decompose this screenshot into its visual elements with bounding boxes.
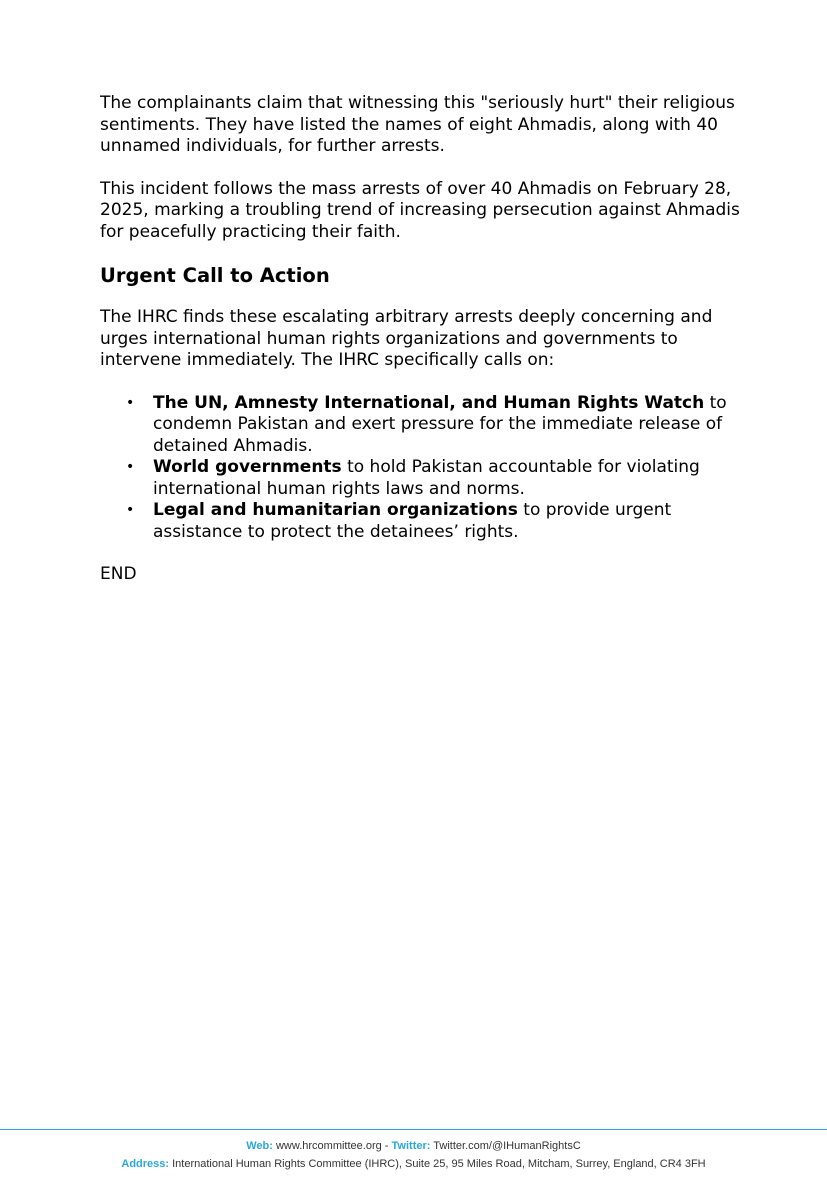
list-item	[126, 457, 760, 500]
action-subject: World governments	[153, 457, 342, 477]
document-body	[100, 93, 760, 586]
bullet-icon: •	[126, 502, 135, 518]
footer-divider	[0, 1129, 827, 1130]
twitter-label: Twitter:	[391, 1140, 431, 1152]
address-text: International Human Rights Committee (IHRC), Suite 25, 95 Miles Road, Mitcham, Surrey, England, CR4 3FH	[169, 1158, 706, 1170]
footer-address-line	[0, 1155, 827, 1173]
web-link[interactable]: www.hrcommittee.org -	[272, 1140, 392, 1152]
address-label: Address:	[121, 1158, 170, 1170]
twitter-link[interactable]: Twitter.com/@IHumanRightsC	[430, 1140, 581, 1152]
action-text: to provide urgent assistance to protect the detainees’ rights.	[153, 500, 672, 542]
action-subject: The UN, Amnesty International, and Human Rights Watch	[153, 392, 705, 413]
paragraph-incident: This incident follows the mass arrests of over 40 Ahmadis on February 28, 2025, marking a troubling trend of increasing persecution against Ahmadis for peacefully practicing their faith.	[100, 178, 740, 242]
action-text: to hold Pakistan accountable for violating international human rights laws and norms.	[153, 457, 700, 499]
list-item	[126, 500, 760, 543]
footer	[0, 1137, 827, 1173]
paragraph-complainants: The complainants claim that witnessing this "seriously hurt" their religious sentiments. They have listed the names of eight Ahmadis, along with 40 unnamed individuals, for further arrests.	[100, 93, 735, 156]
paragraph-ihrc-call: The IHRC finds these escalating arbitrary arrests deeply concerning and urges international human rights organizations and governments to intervene immediately. The IHRC specifically calls on:	[100, 307, 713, 370]
bullet-icon: •	[126, 394, 135, 411]
action-text: to condemn Pakistan and exert pressure for the immediate release of detained Ahmadis.	[153, 392, 727, 456]
end-marker: END	[100, 564, 137, 584]
section-heading: Urgent Call to Action	[100, 264, 330, 287]
web-label: Web:	[246, 1140, 273, 1152]
action-list	[100, 393, 760, 544]
footer-contact-line	[0, 1137, 827, 1155]
bullet-icon: •	[126, 459, 135, 475]
list-item	[126, 392, 760, 458]
action-subject: Legal and humanitarian organizations	[153, 500, 518, 520]
